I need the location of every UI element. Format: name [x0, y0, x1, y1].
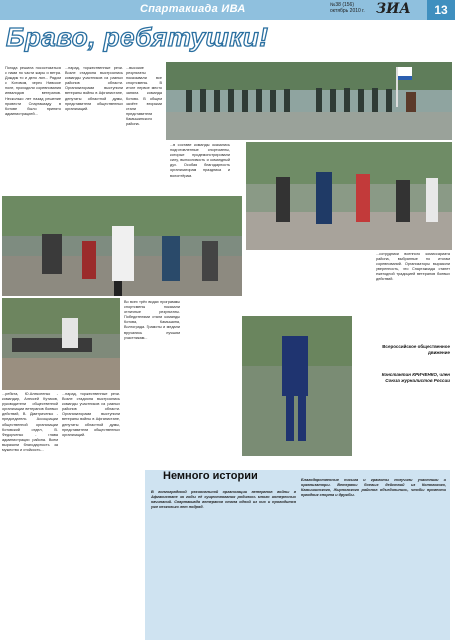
article-column-lower-left-2	[62, 392, 120, 637]
photo-runners-image	[246, 142, 452, 250]
article-column-2	[65, 66, 123, 194]
article-column-right	[376, 252, 450, 340]
article-text: ...в составе команды оказались подготовленные спортсмены, которые продемонстрировали силу, выносливость и командный дух. Особая благодарность организаторам праздника и волонтёрам.	[170, 143, 230, 178]
photo-athlete	[182, 296, 368, 456]
article-text: Во всех трёх видах программы спортсмены показали отличные результаты. Победителями стали команды Котова, Камышина, Волгограда. Грамоты и медали вручались лучшим участникам...	[124, 300, 180, 340]
article-column-lower-left	[2, 392, 58, 637]
sidebar-text: Благодарственные письма и грамоты получили участники и организаторы. Ветераны боевых действий из Котовского, Камышинского, Жирновского районов объединились, чтобы провести праздник спорта и дружбы.	[301, 477, 446, 498]
article-column-2b	[126, 66, 162, 194]
sidebar-text: В волгоградской региональной организации ветеранов войны в Афганистане за годы её существования родилось много интересных начинаний. Спартакиада ветеранов стала одной из них и проводится уже несколько лет подряд.	[151, 489, 296, 510]
article-column-3	[170, 143, 230, 181]
rubric-title: Спартакиада ИВА	[140, 3, 246, 15]
article-text: Погода решила посостязаться с нами по части жары и ветра. Дождик то и дело лил... Рядом с Котовом, через Нивское поле, проходили соревнования инвалидов ветеранов. Несколько лет назад решение провести Спартакиаду в Котове было принято администрацией...	[5, 66, 61, 116]
article-column-1	[5, 66, 61, 194]
article-text: ...парад, торжественные речи. Возле стадиона выстроились команды участников из разных районов области. Организаторами выступили ветераны войны в Афганистане, депутаты областной думы, представители общественных организаций.	[62, 392, 120, 437]
issue-date: октябрь 2010 г.	[330, 8, 365, 14]
photo-parade	[166, 62, 452, 140]
photo-pushups	[2, 298, 120, 390]
photo-runners	[246, 142, 452, 250]
photo-parade-image	[166, 62, 452, 140]
photo-athlete-image	[182, 296, 368, 456]
page-header	[0, 0, 455, 20]
sidebar-column-a	[151, 486, 296, 636]
article-headline: Браво, ребятушки!	[6, 22, 269, 52]
article-column-mid	[124, 300, 180, 470]
issue-number: №38 (156)	[330, 2, 354, 8]
article-text: ...ребята, Ю.Алексеенко - командир, Алексей Кутиков, руководители общественной организации ветеранов боевых действий, В. Дмитриченко - председатель Ассоциации общественной организации Котовский отдел, В. Федорченко - глава администрации района. Всем выразили благодарность за мужество и стойкость...	[2, 392, 58, 453]
photo-caption: Всероссийское общественное движение	[382, 344, 450, 355]
photo-pushups-image	[2, 298, 120, 390]
photo-race	[2, 196, 242, 296]
issue-info	[330, 2, 370, 14]
sidebar-title: Немного истории	[163, 470, 258, 482]
author-signature: Константин КРИЧЕНКО, член Союза журналистов России	[381, 372, 450, 383]
sidebar-column-b	[301, 474, 446, 636]
history-sidebar	[145, 470, 450, 640]
article-text: ...высокие результаты показывали все спортсмены. В итоге первое место заняла команда Котово. В общем зачёте вторыми стали представители Камышинского района.	[126, 66, 162, 127]
photo-race-image	[2, 196, 242, 296]
newspaper-logo: ЗИА	[376, 1, 411, 17]
article-text: ...парад, торжественные речи. Возле стадиона выстроились команды участников из разных районов области. Организаторами выступили ветераны войны в Афганистане, депутаты областной думы, представители общественных организаций.	[65, 66, 123, 111]
article-text: ...сотрудники военного комиссариата района, выбранные по итогам соревнований. Организаторы выразили уверенность, что Спартакиада станет ежегодной традицией ветеранов боевых действий.	[376, 252, 450, 282]
page-number: 13	[427, 0, 455, 20]
